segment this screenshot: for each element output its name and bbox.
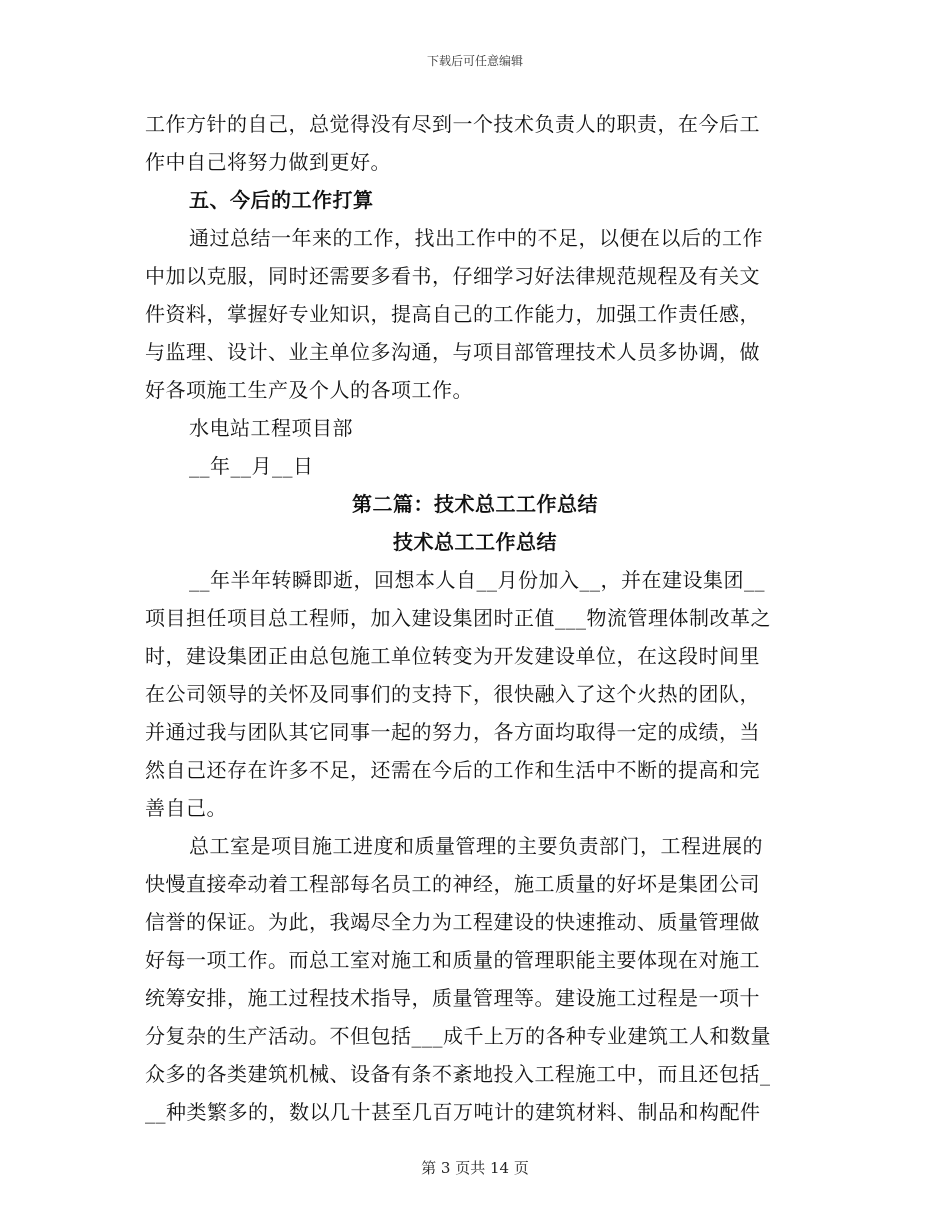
text-line: 项目担任项目总工程师，加入建设集团时正值___物流管理体制改革之 xyxy=(145,606,771,630)
text-line: 中加以克服，同时还需要多看书，仔细学习好法律规范规程及有关文 xyxy=(145,264,760,288)
text-line: 工作方针的自己，总觉得没有尽到一个技术负责人的职责，在今后工 xyxy=(145,112,760,136)
text-line: 好各项施工生产及个人的各项工作。 xyxy=(145,378,473,402)
text-line: 信誉的保证。为此，我竭尽全力为工程建设的快速推动、质量管理做 xyxy=(145,910,760,934)
text-line: __种类繁多的，数以几十甚至几百万吨计的建筑材料、制品和构配件 xyxy=(145,1100,761,1124)
page-footer: 第 3 页共 14 页 xyxy=(421,1159,529,1177)
heading-line: 五、今后的工作打算 xyxy=(189,188,374,212)
text-line: 好每一项工作。而总工室对施工和质量的管理职能主要体现在对施工 xyxy=(145,948,760,972)
text-line: 与监理、设计、业主单位多沟通，与项目部管理技术人员多协调，做 xyxy=(145,340,760,364)
text-line: __年半年转瞬即逝，回想本人自__月份加入__，并在建设集团__ xyxy=(189,568,765,592)
text-line: 时，建设集团正由总包施工单位转变为开发建设单位，在这段时间里 xyxy=(145,644,760,668)
text-line: 件资料，掌握好专业知识，提高自己的工作能力，加强工作责任感， xyxy=(145,302,760,326)
text-line: 总工室是项目施工进度和质量管理的主要负责部门，工程进展的 xyxy=(189,834,763,858)
document-body xyxy=(145,105,805,1131)
page-header: 下载后可任意编辑 xyxy=(426,54,523,68)
text-line: 作中自己将努力做到更好。 xyxy=(145,150,391,174)
text-line: 通过总结一年来的工作，找出工作中的不足，以便在以后的工作 xyxy=(189,226,763,250)
text-line: 众多的各类建筑机械、设备有条不紊地投入工程施工中，而且还包括_ xyxy=(145,1062,771,1086)
text-line: 统筹安排，施工过程技术指导，质量管理等。建设施工过程是一项十 xyxy=(145,986,760,1010)
text-line: 并通过我与团队其它同事一起的努力，各方面均取得一定的成绩，当 xyxy=(145,720,760,744)
text-line: 分复杂的生产活动。不但包括___成千上万的各种专业建筑工人和数量 xyxy=(145,1024,771,1048)
text-line: 水电站工程项目部 xyxy=(189,416,353,440)
text-line: 善自己。 xyxy=(145,796,227,820)
heading-line: 技术总工工作总结 xyxy=(393,530,557,554)
text-line: 快慢直接牵动着工程部每名员工的神经，施工质量的好坏是集团公司 xyxy=(145,872,760,896)
heading-line: 第二篇：技术总工工作总结 xyxy=(352,492,598,516)
text-line: 然自己还存在许多不足，还需在今后的工作和生活中不断的提高和完 xyxy=(145,758,760,782)
text-line: 在公司领导的关怀及同事们的支持下，很快融入了这个火热的团队， xyxy=(145,682,760,706)
text-line: __年__月__日 xyxy=(189,454,314,478)
